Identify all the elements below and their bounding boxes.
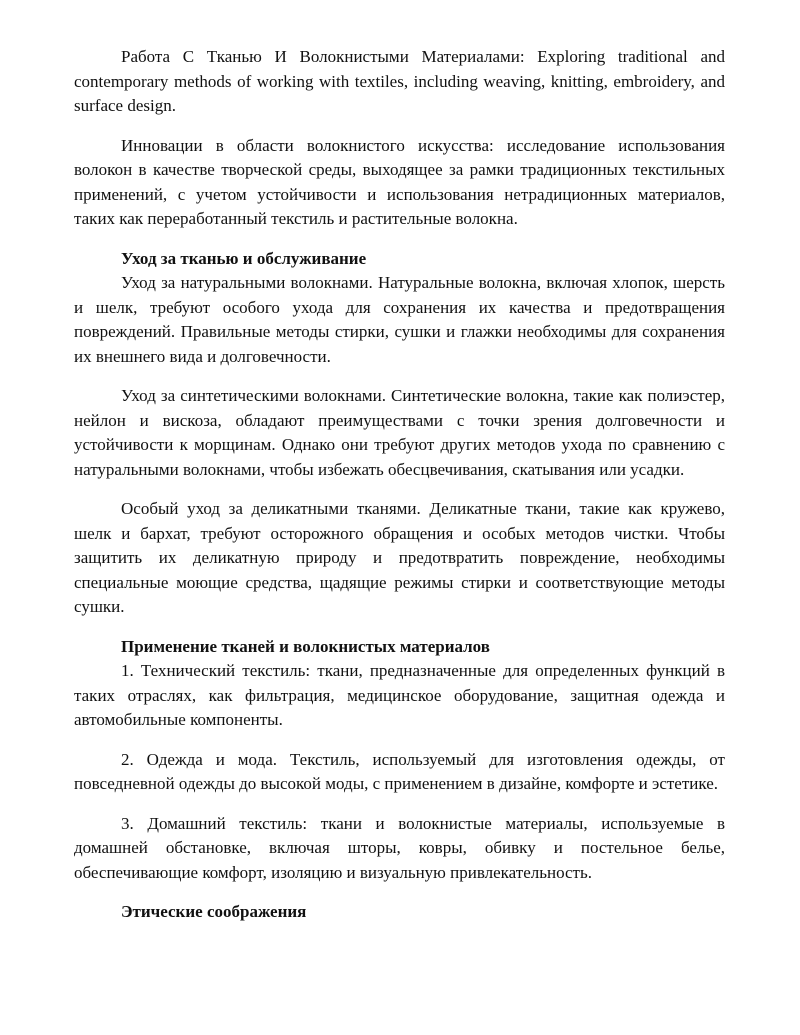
care-paragraph-delicate: Особый уход за деликатными тканями. Деликатные ткани, такие как кружево, шелк и бархат, требуют осторожного обращения и особых методов чистки. Чтобы защитить их деликатную природу и предотвратить повреждение, необходимы специальные моющие средства, щадящие режимы стирки и соответствующие методы сушки. [74, 499, 725, 616]
ethics-heading: Этические соображения [121, 902, 307, 921]
ethics-section [74, 900, 725, 925]
applications-section [74, 635, 725, 886]
care-paragraph-natural: Уход за натуральными волокнами. Натуральные волокна, включая хлопок, шерсть и шелк, требуют особого ухода для сохранения их качества и предотвращения повреждений. Правильные методы стирки, сушки и глажки необходимы для сохранения их внешнего вида и долговечности. [74, 273, 725, 366]
care-paragraph-synthetic: Уход за синтетическими волокнами. Синтетические волокна, такие как полиэстер, нейлон и вискоза, обладают преимуществами с точки зрения долговечности и устойчивости к морщинам. Однако они требуют других методов ухода по сравнению с натуральными волокнами, чтобы избежать обесцвечивания, скатывания или усадки. [74, 386, 725, 479]
applications-heading: Применение тканей и волокнистых материалов [121, 636, 490, 656]
care-heading: Уход за тканью и обслуживание [121, 248, 367, 268]
document-page [74, 45, 725, 925]
intro-paragraph-2: Инновации в области волокнистого искусства: исследование использования волокон в качестве творческой среды, выходящее за рамки традиционных текстильных применений, с учетом устойчивости и использования нетрадиционных материалов, таких как переработанный текстиль и растительные волокна. [74, 135, 725, 228]
care-section [74, 247, 725, 620]
applications-paragraph-clothing: 2. Одежда и мода. Текстиль, используемый для изготовления одежды, от повседневной одежды до высокой моды, с применением в дизайне, комфорте и эстетике. [74, 749, 725, 793]
applications-paragraph-home: 3. Домашний текстиль: ткани и волокнистые материалы, используемые в домашней обстановке, включая шторы, ковры, обивку и постельное белье, обеспечивающие комфорт, изоляцию и визуальную привлекательность. [74, 813, 725, 882]
applications-paragraph-technical: 1. Технический текстиль: ткани, предназначенные для определенных функций в таких отраслях, как фильтрация, медицинское оборудование, защитная одежда и автомобильные компоненты. [74, 661, 725, 729]
intro-paragraph-1: Работа С Тканью И Волокнистыми Материалами: Exploring traditional and contemporary methods of working with textiles, including weaving, knitting, embroidery, and surface design. [74, 47, 725, 115]
